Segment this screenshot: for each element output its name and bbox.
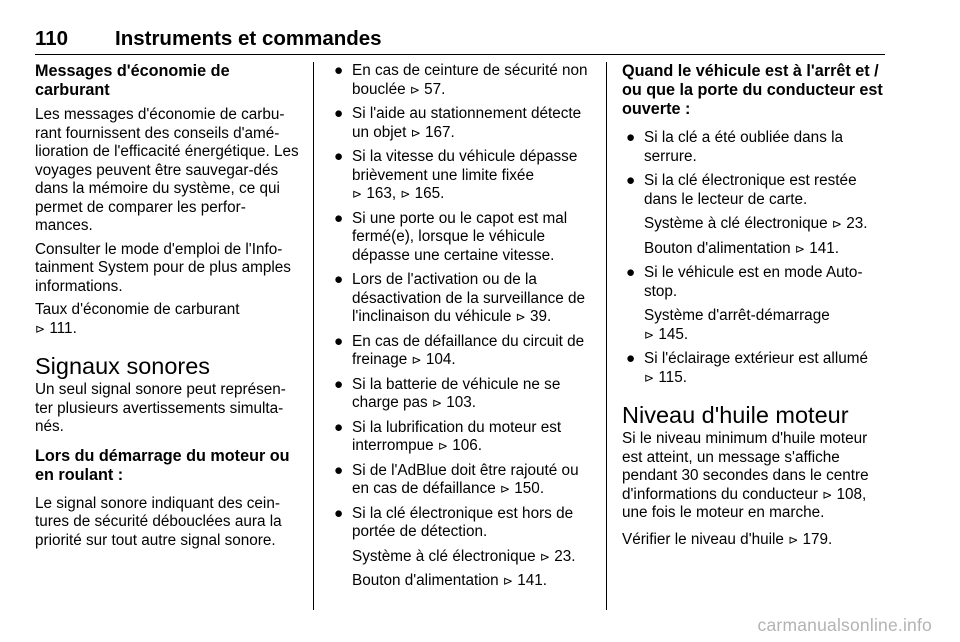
bullet-icon: ●	[626, 350, 636, 367]
sub-reference: Système à clé électronique ⊳ 23.	[644, 215, 868, 232]
bullet-icon: ●	[334, 504, 344, 522]
bullet-icon: ●	[334, 148, 344, 165]
oil-paragraph-2: Vérifier le niveau d'huile ⊳ 179.	[622, 530, 833, 548]
list-item: ● Si la clé a été oubliée dans la serrure.	[626, 129, 843, 165]
list-item: ● En cas de défaillance du circuit de freinage ⊳ 104.	[334, 332, 585, 368]
column-divider	[606, 62, 607, 610]
arrow-icon: ⊳	[539, 549, 550, 564]
column-3	[622, 62, 888, 554]
eco-paragraph-2: Consulter le mode d'emploi de l'Info-tainment System pour de plus amples informations.	[35, 240, 291, 295]
stop-heading: Quand le véhicule est à l'arrêt et / ou que la porte du conducteur est ouverte :	[622, 62, 883, 118]
page-ref[interactable]: 104.	[425, 351, 456, 368]
page-ref[interactable]: 103.	[446, 394, 477, 411]
page-ref[interactable]: 167.	[425, 123, 455, 141]
list-item: ● Si la vitesse du véhicule dépasse brièvement une limite fixée ⊳ 163, ⊳ 165.	[334, 148, 578, 202]
page-ref[interactable]: 23.	[846, 215, 868, 232]
arrow-icon: ⊳	[794, 241, 805, 256]
eco-heading: Messages d'économie de carburant	[35, 62, 230, 99]
arrow-icon: ⊳	[499, 482, 511, 496]
list-item: ● Si l'aide au stationnement détecte un objet ⊳ 167.	[334, 105, 582, 141]
bullet-icon: ●	[334, 461, 344, 479]
arrow-icon: ⊳	[35, 321, 46, 336]
arrow-icon: ⊳	[431, 396, 442, 410]
arrow-icon: ⊳	[515, 310, 526, 324]
page-header	[35, 24, 885, 55]
oil-heading: Niveau d'huile moteur	[622, 402, 849, 428]
page-number: 110	[35, 27, 69, 50]
page-ref[interactable]: 145.	[658, 325, 689, 343]
list-item: ● Si la clé électronique est hors de portée de détection.	[334, 504, 574, 540]
page-ref[interactable]: 106.	[452, 437, 482, 454]
list-item: ● Si la lubrification du moteur est interrompue ⊳ 106.	[334, 418, 562, 454]
page-ref[interactable]: 165.	[414, 185, 445, 202]
signals-paragraph: Un seul signal sonore peut représen-ter plusieurs avertissements simulta-nés.	[35, 381, 286, 435]
list-item: ● Si de l'AdBlue doit être rajouté ou en cas de défaillance ⊳ 150.	[334, 461, 579, 497]
page-ref[interactable]: 141.	[517, 572, 547, 589]
bullet-icon: ●	[626, 172, 636, 189]
bullet-icon: ●	[334, 375, 344, 393]
arrow-icon: ⊳	[352, 187, 363, 201]
sub-reference: Bouton d'alimentation ⊳ 141.	[644, 239, 839, 257]
arrow-icon: ⊳	[400, 187, 411, 201]
sub-reference: Bouton d'alimentation ⊳ 141.	[352, 572, 547, 589]
page-title: Instruments et commandes	[115, 27, 382, 50]
eco-paragraph: Les messages d'économie de carbu-rant fournissent des conseils d'amé-lioration de l'efficacité énergétique. Les voyages peuvent être sauvegar-dés dans la mémoire du système, ce qui permet de comparer les perfor-mances.	[35, 106, 299, 234]
arrow-icon: ⊳	[644, 327, 655, 342]
bullet-icon: ●	[334, 271, 344, 288]
bullet-icon: ●	[334, 418, 344, 436]
bullet-icon: ●	[626, 129, 636, 146]
page-ref[interactable]: 115.	[658, 368, 687, 386]
start-heading: Lors du démarrage du moteur ou en roulant :	[35, 446, 290, 484]
arrow-icon: ⊳	[831, 217, 842, 231]
list-item: ● Si le véhicule est en mode Auto-stop.	[626, 264, 863, 300]
bullet-icon: ●	[626, 264, 636, 281]
bullet-icon: ●	[334, 62, 344, 79]
column-2	[330, 62, 594, 597]
arrow-icon: ⊳	[437, 439, 448, 453]
signals-heading: Signaux sonores	[35, 353, 211, 379]
page-ref[interactable]: 23.	[554, 547, 576, 565]
arrow-icon: ⊳	[410, 125, 421, 140]
bullet-icon: ●	[334, 105, 344, 122]
list-item: ● En cas de ceinture de sécurité non bouclée ⊳ 57.	[334, 62, 588, 98]
sub-reference: Système à clé électronique ⊳ 23.	[352, 547, 576, 565]
start-paragraph: Le signal sonore indiquant des cein-tures de sécurité débouclées aura la priorité sur tout autre signal sonore.	[35, 494, 282, 549]
column-divider	[313, 62, 314, 610]
page-ref[interactable]: 141.	[809, 239, 839, 257]
eco-paragraph-3: Taux d'économie de carburant ⊳ 111.	[35, 301, 240, 337]
page-ref[interactable]: 39.	[529, 308, 552, 325]
arrow-icon: ⊳	[788, 532, 799, 547]
watermark: carmanualsonline.info	[757, 615, 932, 635]
list-item: ● Si la batterie de véhicule ne se charge pas ⊳ 103.	[334, 375, 561, 411]
bullet-icon: ●	[334, 209, 344, 227]
page-ref[interactable]: 179.	[802, 530, 833, 548]
oil-paragraph: Si le niveau minimum d'huile moteur est atteint, un message s'affiche pendant 30 secondes dans le centre d'informations du conducteur ⊳ 108, une fois le moteur en marche.	[622, 430, 869, 521]
page-ref[interactable]: 163,	[366, 185, 397, 202]
arrow-icon: ⊳	[822, 487, 833, 502]
page-ref[interactable]: 108,	[836, 485, 867, 503]
list-item: ● Si la clé électronique est restée dans le lecteur de carte.	[626, 172, 857, 208]
sub-reference: Système d'arrêt-démarrage ⊳ 145.	[644, 307, 830, 343]
list-item: ● Si l'éclairage extérieur est allumé ⊳ 115.	[626, 350, 868, 386]
page-ref[interactable]: 57.	[424, 80, 446, 98]
list-item: ● Lors de l'activation ou de la désactivation de la surveillance de l'inclinaison du véhicule ⊳ 39.	[334, 271, 585, 325]
arrow-icon: ⊳	[409, 82, 420, 97]
arrow-icon: ⊳	[502, 574, 513, 588]
list-item: ● Si une porte ou le capot est mal fermé(e), lorsque le véhicule dépasse une certaine vitesse.	[334, 209, 568, 264]
arrow-icon: ⊳	[411, 353, 422, 367]
column-1	[35, 62, 299, 555]
arrow-icon: ⊳	[644, 370, 655, 385]
page-ref[interactable]: 150.	[514, 480, 545, 497]
bullet-icon: ●	[334, 332, 344, 350]
page-ref[interactable]: 111.	[49, 319, 77, 337]
